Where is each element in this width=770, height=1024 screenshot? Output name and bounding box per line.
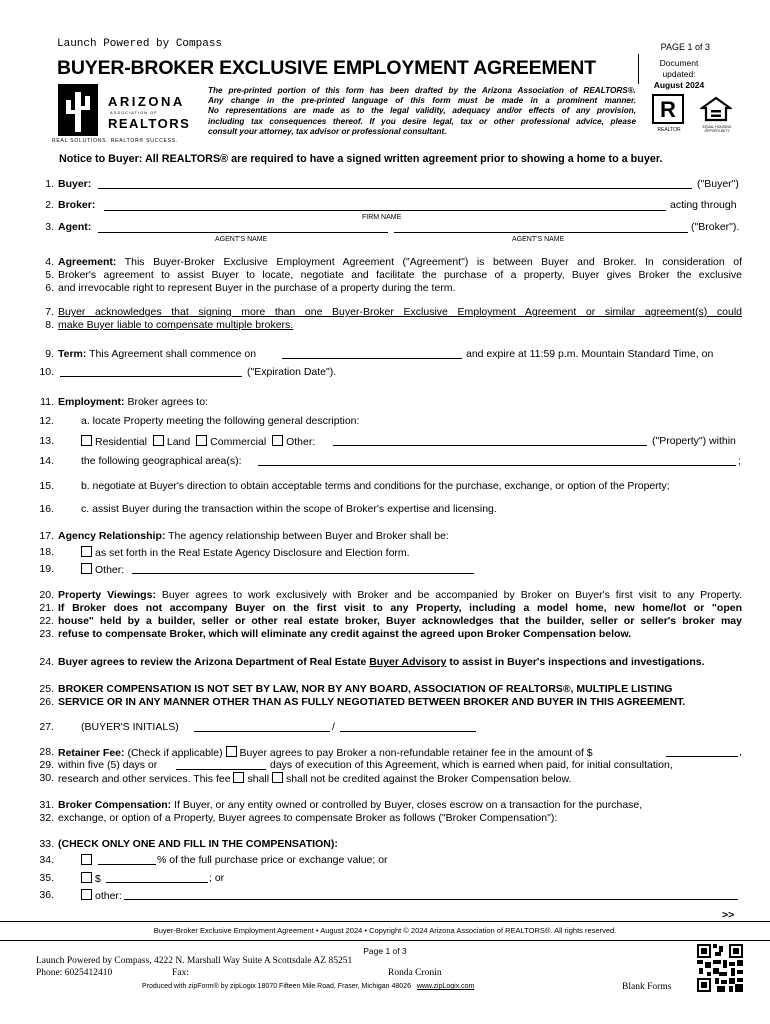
- multiple-agreement-warning: Buyer acknowledges that signing more than one Buyer-Broker Exclusive Employment Agreement or similar agreement(s) could: [58, 306, 742, 318]
- line-number: 11.: [40, 396, 54, 408]
- logo-tagline: REAL SOLUTIONS. REALTOR® SUCCESS.: [52, 138, 179, 144]
- line-number: 23.: [39, 628, 54, 640]
- shall-checkbox[interactable]: [233, 772, 244, 783]
- qr-code-icon: [697, 944, 743, 992]
- eho-text: EQUAL HOUSING OPPORTUNITY: [702, 125, 732, 133]
- brokerage-address: Launch Powered by Compass, 4222 N. Marshall Way Suite A Scottsdale AZ 85251: [36, 956, 353, 966]
- page-indicator: PAGE 1 of 3: [660, 42, 710, 52]
- viewings-text: If Broker does not accompany Buyer on the first visit to any Property, including a model home, new home/lot or "open: [58, 602, 742, 614]
- residential-checkbox[interactable]: [81, 435, 92, 446]
- notice-to-buyer: Notice to Buyer: All REALTORS® are required to have a signed written agreement prior to showing a home to a buyer.: [59, 153, 663, 165]
- line-number: 7.: [45, 306, 54, 318]
- other-comp-field[interactable]: [124, 899, 738, 900]
- land-checkbox[interactable]: [153, 435, 164, 446]
- eho-logo: [700, 96, 734, 136]
- line-number: 1.: [45, 178, 54, 190]
- residential-label: Residential: [95, 436, 147, 448]
- line-number: 17.: [39, 530, 54, 542]
- agent-name-caption: AGENT'S NAME: [215, 236, 268, 243]
- line-number: 15.: [39, 480, 54, 492]
- disclaimer: [208, 86, 636, 137]
- compensation-label: Broker Compensation:: [58, 799, 172, 811]
- agency-other-field[interactable]: [132, 573, 474, 574]
- line-number: 36.: [39, 889, 54, 901]
- realtor-r-icon: [652, 94, 684, 124]
- disclaimer-line: including tax consequences thereof. If you desire legal, tax or other professional advice, please: [208, 116, 636, 126]
- line-number: 16.: [39, 503, 54, 515]
- viewings-text: refuse to compensate Broker, which will eliminate any credit against the agreed upon Broker Compensation below.: [58, 628, 632, 640]
- line-number: 12.: [39, 415, 54, 427]
- agency-disclosure-checkbox[interactable]: [81, 546, 92, 557]
- svg-text:R: R: [660, 97, 676, 122]
- agency-other-checkbox[interactable]: [81, 563, 92, 574]
- term-label: Term:: [58, 348, 87, 360]
- brokerage-phone: Phone: 6025412410: [36, 968, 113, 978]
- expiration-date-label: ("Expiration Date").: [247, 366, 337, 378]
- aar-logo: [52, 80, 200, 146]
- land-label: Land: [166, 436, 191, 448]
- expiration-date-field[interactable]: [60, 376, 242, 377]
- retainer-label: Retainer Fee:: [58, 747, 125, 759]
- other-comp-label: other:: [95, 890, 122, 902]
- equal-housing-icon: [700, 96, 732, 122]
- geographic-area-field[interactable]: [258, 465, 736, 466]
- buyer-initials-field-1[interactable]: [194, 731, 330, 732]
- compensation-notice: BROKER COMPENSATION IS NOT SET BY LAW, NOR BY ANY BOARD, ASSOCIATION OF REALTORS®, MULTIPLE LISTING: [58, 683, 673, 695]
- buyer-label: Buyer:: [58, 178, 92, 190]
- line-number: 18.: [39, 546, 54, 558]
- firm-name-caption: FIRM NAME: [362, 214, 402, 221]
- retainer-credit-text: research and other services. This fee: [58, 773, 231, 785]
- initials-slash: /: [332, 721, 335, 733]
- agent-name-caption: AGENT'S NAME: [512, 236, 565, 243]
- percent-label: % of the full purchase price or exchange value; or: [157, 854, 388, 866]
- term-text: and expire at 11:59 p.m. Mountain Standard Time, on: [466, 348, 714, 360]
- employment-b: b. negotiate at Buyer's direction to obtain acceptable terms and conditions for the purchase, exchange, or option of the Property;: [81, 480, 670, 492]
- employment-a: a. locate Property meeting the following general description:: [81, 415, 360, 427]
- compensation-text: If Buyer, or any entity owned or controlled by Buyer, closes escrow on a transaction for the purchase,: [174, 799, 643, 811]
- agency-text: The agency relationship between Buyer and Broker shall be:: [168, 530, 449, 542]
- comma: ,: [739, 746, 742, 758]
- line-number: 3.: [45, 221, 54, 233]
- agreement-label: Agreement:: [58, 256, 117, 268]
- buyer-field[interactable]: [98, 188, 692, 189]
- line-number: 32.: [39, 812, 54, 824]
- retainer-check-text: (Check if applicable): [127, 747, 223, 759]
- dollar-sign: $: [95, 873, 101, 885]
- other-property-field[interactable]: [333, 445, 647, 446]
- blank-forms-label: Blank Forms: [622, 982, 672, 992]
- line-number: 19.: [39, 563, 54, 575]
- retainer-checkbox[interactable]: [226, 746, 237, 757]
- other-property-checkbox[interactable]: [272, 435, 283, 446]
- zipform-credit: Produced with zipForm® by zipLogix 18070 Fifteen Mile Road, Fraser, Michigan 48026: [142, 983, 411, 990]
- advisory-text: to assist in Buyer's inspections and investigations.: [449, 656, 705, 668]
- line-number: 25.: [39, 683, 54, 695]
- agent-label: Agent:: [58, 221, 92, 233]
- brokerage-fax: Fax:: [172, 968, 189, 978]
- line-number: 29.: [39, 759, 54, 771]
- realtor-mark: REALTOR: [657, 127, 681, 133]
- buyer-advisory-link[interactable]: Buyer Advisory: [369, 656, 447, 668]
- line-number: 13.: [39, 435, 54, 447]
- retainer-amount-field[interactable]: [666, 756, 738, 757]
- agreement-text: Broker's agreement to assist Buyer to locate, negotiate and facilitate the purchase of a property, Buyer gives Broker the exclusive: [58, 269, 742, 281]
- compensation-text: exchange, or option of a Property, Buyer agrees to compensate Broker as follows ("Broker Compensation"):: [58, 812, 558, 824]
- line-number: 9.: [45, 348, 54, 360]
- form-title: BUYER-BROKER EXCLUSIVE EMPLOYMENT AGREEMENT: [57, 57, 596, 79]
- line-number: 35.: [39, 872, 54, 884]
- launch-header: Launch Powered by Compass: [57, 38, 223, 50]
- doc-updated-date: August 2024: [653, 80, 705, 90]
- employment-label: Employment:: [58, 396, 125, 408]
- agent-suffix: ("Broker").: [691, 221, 740, 233]
- line-number: 2.: [45, 199, 54, 211]
- property-suffix: ("Property") within: [652, 435, 736, 447]
- copyright: Buyer-Broker Exclusive Employment Agreement • August 2024 • Copyright © 2024 Arizona Association of REALTORS®. All rights reserved.: [153, 926, 617, 935]
- employment-text: Broker agrees to:: [127, 396, 208, 408]
- semicolon: ;: [738, 455, 741, 467]
- shall-not-checkbox[interactable]: [272, 772, 283, 783]
- logo-realtors: REALTORS: [108, 116, 191, 131]
- agency-disclosure-label: as set forth in the Real Estate Agency Disclosure and Election form.: [95, 547, 410, 559]
- line-number: 14.: [39, 455, 54, 467]
- retainer-days-text: within five (5) days or: [58, 759, 158, 771]
- line-number: 21.: [39, 602, 54, 614]
- doc-updated-label: Document updated:: [659, 58, 699, 79]
- retainer-days-field[interactable]: [176, 769, 266, 770]
- commence-date-field[interactable]: [282, 358, 462, 359]
- line-number: 27.: [39, 721, 54, 733]
- next-page-arrow: >>: [722, 909, 735, 921]
- line-number: 28.: [39, 746, 54, 758]
- agency-other-label: Other:: [95, 564, 125, 576]
- line-number: 34.: [39, 854, 54, 866]
- employment-c: c. assist Buyer during the transaction within the scope of Broker's expertise and licensing.: [81, 503, 497, 515]
- viewings-text: house" held by a builder, seller or other real estate broker, Buyer acknowledges that the builder, seller or seller's broker may: [58, 615, 742, 627]
- agency-label: Agency Relationship:: [58, 530, 166, 542]
- line-number: 10.: [39, 366, 54, 378]
- viewings-label: Property Viewings:: [58, 589, 156, 601]
- line-number: 20.: [39, 589, 54, 601]
- other-property-label: Other:: [286, 436, 316, 448]
- compensation-notice: SERVICE OR IN ANY MANNER OTHER THAN AS FULLY NEGOTIATED BETWEEN BROKER AND BUYER IN THIS AGREEMENT.: [58, 696, 686, 708]
- line-number: 6.: [45, 282, 54, 294]
- line-number: 31.: [39, 799, 54, 811]
- shall-not-label: shall not be credited against the Broker Compensation below.: [286, 773, 572, 785]
- line-number: 8.: [45, 319, 54, 331]
- percent-checkbox[interactable]: [81, 854, 92, 865]
- realtor-logo: [652, 94, 686, 134]
- agreement-text: This Buyer-Broker Exclusive Employment Agreement ("Agreement") is between Buyer and Broker. In consideration of: [124, 256, 742, 268]
- buyer-suffix: ("Buyer"): [697, 178, 739, 190]
- arizona-logo-icon: [58, 84, 98, 136]
- geographic-area-label: the following geographical area(s):: [81, 455, 242, 467]
- multiple-agreement-warning: make Buyer liable to compensate multiple brokers.: [58, 319, 294, 331]
- retainer-text: Buyer agrees to pay Broker a non-refundable retainer fee in the amount of $: [239, 747, 593, 759]
- advisory-text: Buyer agrees to review the Arizona Department of Real Estate: [58, 656, 367, 668]
- disclaimer-line: No representations are made as to the legal validity, adequacy and/or effects of any provision,: [208, 106, 636, 116]
- line-number: 4.: [45, 256, 54, 268]
- buyer-initials-field-2[interactable]: [340, 731, 476, 732]
- agreement-text: and irrevocable right to represent Buyer in the purchase of a property during the term.: [58, 282, 456, 294]
- retainer-days-text: days of execution of this Agreement, which is earned when paid, for initial consultation,: [270, 759, 673, 771]
- commercial-checkbox[interactable]: [196, 435, 207, 446]
- flat-fee-field[interactable]: [106, 882, 208, 883]
- percent-field[interactable]: [98, 864, 156, 865]
- logo-association: ASSOCIATION OF: [110, 110, 158, 115]
- buyer-initials-label: (BUYER'S INITIALS): [81, 721, 179, 733]
- check-one-heading: (CHECK ONLY ONE AND FILL IN THE COMPENSATION):: [58, 838, 338, 850]
- line-number: 26.: [39, 696, 54, 708]
- agent-name: Ronda Cronin: [388, 968, 442, 978]
- flat-fee-suffix: ; or: [209, 872, 225, 884]
- shall-label: shall: [247, 773, 270, 785]
- disclaimer-line: Any change in the pre-printed language of this form must be made in a prominent manner.: [208, 96, 636, 106]
- ziplogix-link[interactable]: www.zipLogix.com: [416, 983, 475, 990]
- disclaimer-line: The pre-printed portion of this form has been drafted by the Arizona Association of REALTORS®.: [208, 86, 636, 95]
- footer-page: Page 1 of 3: [363, 946, 407, 956]
- line-number: 24.: [39, 656, 54, 668]
- line-number: 30.: [39, 772, 54, 784]
- line-number: 5.: [45, 269, 54, 281]
- line-number: 22.: [39, 615, 54, 627]
- flat-fee-checkbox[interactable]: [81, 872, 92, 883]
- term-text: This Agreement shall commence on: [89, 348, 257, 360]
- document-updated: [643, 58, 715, 91]
- other-comp-checkbox[interactable]: [81, 889, 92, 900]
- broker-label: Broker:: [58, 199, 96, 211]
- disclaimer-line: consult your attorney, tax advisor or professional consultant.: [208, 126, 447, 136]
- line-number: 33.: [39, 838, 54, 850]
- viewings-text: Buyer agrees to work exclusively with Broker and be accompanied by Broker on Buyer's first visit to any Property.: [161, 589, 742, 601]
- logo-arizona: ARIZONA: [108, 94, 185, 109]
- broker-suffix: acting through: [670, 199, 737, 211]
- commercial-label: Commercial: [210, 436, 267, 448]
